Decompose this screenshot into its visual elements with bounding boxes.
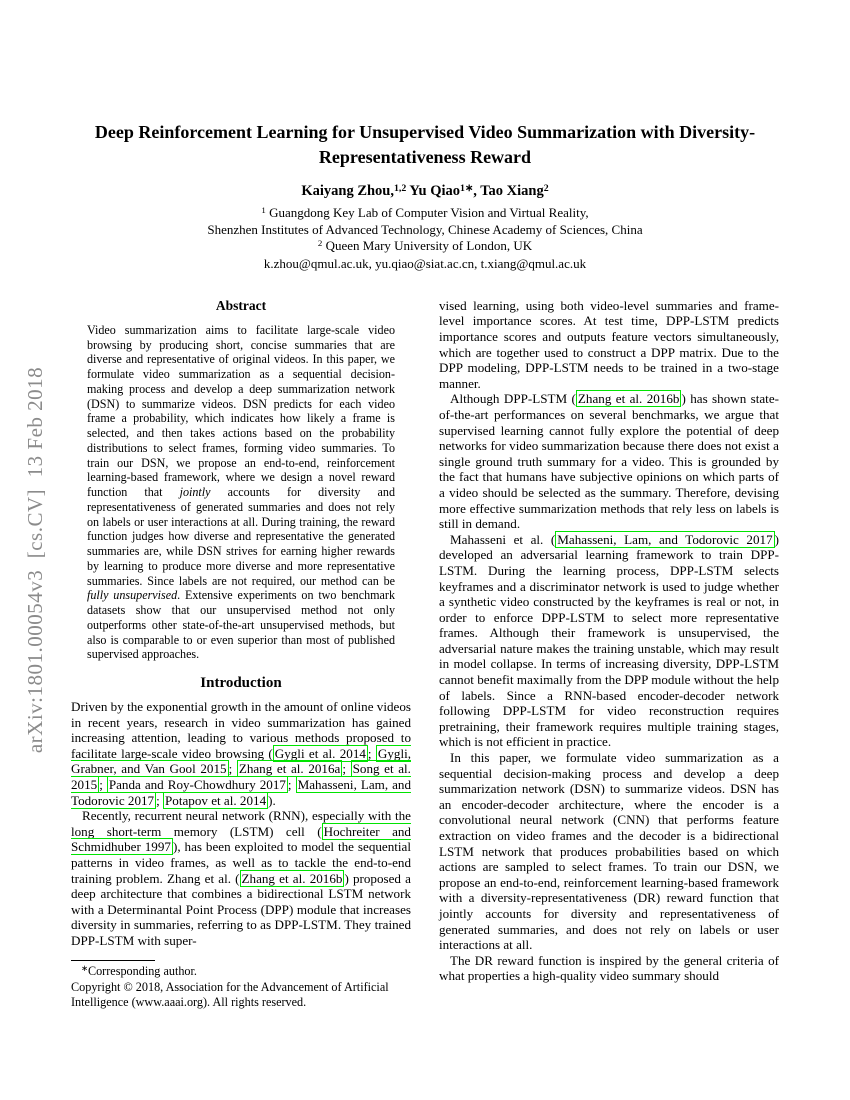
text-run: Kaiyang Zhou, (301, 183, 394, 199)
affiliation-line-1 (0, 205, 850, 222)
citation-link[interactable]: Gygli et al. 2014 (274, 745, 366, 761)
text-run: Mahasseni et al. ( (450, 531, 556, 547)
superscript: 2 (543, 182, 549, 194)
citation-link[interactable]: Mahasseni, Lam, and Todorovic 2017 (557, 531, 773, 547)
two-column-body (0, 298, 850, 1010)
text-run: Shenzhen Institutes of Advanced Technology, Chinese Academy of Sciences, China (207, 222, 643, 238)
text-run: ; (228, 761, 237, 777)
text-run: ). (268, 792, 276, 808)
text-run: ) proposed a deep architecture that combines a bidirectional LSTM network with a Determinantal Point Process (DPP) module that increases diversity in summaries, referring to as DPP-LSTM. They trained DPP-LSTM with super- (71, 870, 411, 948)
text-run: Copyright © 2018, Association for the Advancement of Artificial Intelligence (www.aaai.org). All rights reserved. (71, 979, 389, 1009)
emails-line (0, 256, 850, 272)
text-run: ), has been exploited to model the sequential patterns in video frames, as well as to tackle the end-to-end training problem. Zhang et al. ( (71, 839, 411, 886)
text-run: ; (156, 792, 164, 808)
abstract-heading: Abstract (215, 297, 267, 313)
footnote-corresponding-author (71, 964, 411, 980)
text-run: , Tao Xiang (473, 183, 544, 199)
text-run: ) developed an adversarial learning framework to train DPP-LSTM. During the learning process, DPP-LSTM selects keyframes and a discriminator network is used to judge whether a synthetic video constructed by the keyframes is real or not, in order to enforce DPP-LSTM to select more representative frames. Although their framework is unsupervised, the adversarial nature makes the training unstable, which may result in model collapse. In terms of increasing diversity, DPP-LSTM cannot benefit maximally from the DPP module without the help of labels. Since a RNN-based encoder-decoder network following DPP-LSTM for video reconstruction requires pretraining, their framework requires multiple training stages, which is not efficient in practice. (439, 531, 779, 750)
citation-link[interactable]: Mahasseni, Lam, and Todorovic 2017 (71, 777, 411, 808)
superscript: 2 (317, 238, 323, 249)
affiliation-line-3 (0, 238, 850, 255)
text-run: accounts for diversity and representativeness of generated summaries and does not rely on labels or user interactions at all. During training, the reward function judges how diverse and representative the generated summaries are, while DSN strives for earning higher rewards by learning to produce more diverse and more representative summaries. Since labels are not required, our method can be (87, 485, 395, 588)
text-run: fully unsupervised (87, 588, 178, 603)
introduction-heading: Introduction (200, 675, 282, 692)
intro-paragraph-2 (71, 808, 411, 948)
text-run: Corresponding author. (87, 963, 197, 978)
citation-link[interactable]: Zhang et al. 2016a (238, 761, 341, 777)
text-run: Recently, recurrent neural network (RNN), especially with the long short-term memory (LSTM) cell ( (71, 808, 411, 839)
text-run: In this paper, we formulate video summarization as a sequential decision-making process and develop a deep summarization network (DSN) to summarize videos. DSN has an encoder-decoder architecture, where the encoder is a convolutional neural network (CNN) that performs feature extraction on video frames and the decoder is a bidirectional LSTM network that produces probabilities based on which actions are sampled to select frames. To train our DSN, we propose an end-to-end, reinforcement learning-based framework with a diversity-representativeness (DR) reward function that jointly accounts for diversity and representativeness of generated summaries, and does not rely on labels or user interactions at all. (439, 750, 779, 953)
right-paragraph-4 (439, 750, 779, 953)
authors-line (0, 183, 850, 200)
superscript: 1 (261, 205, 266, 216)
text-run: Yu Qiao (406, 183, 461, 199)
text-run: Driven by the exponential growth in the amount of online videos in recent years, research in video summarization has gained increasing attention, leading to various methods proposed to facilitate large-scale video browsing ( (71, 699, 411, 761)
citation-link[interactable]: Panda and Roy-Chowdhury 2017 (108, 777, 286, 793)
citation-link[interactable]: Zhang et al. 2016b (241, 870, 343, 886)
text-run: k.zhou@qmul.ac.uk, yu.qiao@siat.ac.cn, t.xiang@qmul.ac.uk (263, 255, 587, 271)
citation-link[interactable]: Gygli, Grabner, and Van Gool 2015 (71, 745, 411, 777)
paper-title: Deep Reinforcement Learning for Unsupervised Video Summarization with Diversity-Representativeness Reward (94, 122, 756, 167)
citation-link[interactable]: Hochreiter and Schmidhuber 1997 (71, 823, 411, 855)
text-run: Video summarization aims to facilitate large-scale video browsing by producing short, concise summaries that are diverse and representative of original videos. In this paper, we formulate video summarization as a sequential decision-making process and develop a deep summarization network (DSN) to summarize videos. DSN predicts for each video frame a probability, which indicates how likely a frame is selected, and then takes actions based on the probability distributions to select frames, forming video summaries. To train our DSN, we propose an end-to-end, reinforcement learning-based framework, where we design a novel reward function that (87, 322, 395, 500)
superscript: ∗ (81, 963, 88, 973)
text-run: Although DPP-LSTM ( (450, 391, 576, 407)
right-paragraph-5 (439, 953, 779, 984)
text-run: . Extensive experiments on two benchmark datasets show that our unsupervised method not only outperforms other state-of-the-art unsupervised methods, but also is comparable to or even superior than most of published supervised approaches. (87, 588, 395, 662)
arxiv-watermark: arXiv:1801.00054v3 [cs.CV] 13 Feb 2018 (23, 366, 47, 754)
right-paragraph-3 (439, 532, 779, 750)
affiliations-block (0, 205, 850, 272)
text-run: jointly (179, 485, 211, 500)
text-run: The DR reward function is inspired by the general criteria of what properties a high-quality video summary should (439, 952, 779, 984)
citation-link[interactable]: Song et al. 2015 (71, 761, 411, 793)
abstract-text (87, 323, 395, 662)
superscript: 1∗ (460, 182, 474, 194)
footnote-rule (71, 960, 155, 961)
text-run: ; (287, 777, 296, 793)
text-run: ) has shown state-of-the-art performances on several benchmarks, we argue that supervised learning cannot fully explore the potential of deep networks for video summarization because there does not exist a single ground truth summary for a video. This is grounded by the fact that humans have subjective opinions on which parts of a video should be selected as the summary. Therefore, devising more effective summarization methods that rely less on labels is still in demand. (439, 391, 779, 532)
intro-paragraph-1 (71, 699, 411, 808)
text-run: ; (99, 777, 107, 793)
right-paragraph-2 (439, 391, 779, 531)
text-run: ; (367, 745, 376, 761)
text-run: ; (342, 761, 351, 777)
right-column (439, 298, 779, 1010)
text-run: vised learning, using both video-level summaries and frame-level importance scores. At test time, DPP-LSTM predicts importance scores and outputs feature vectors simultaneously, which are together used to construct a DPP matrix. Due to the DPP modeling, DPP-LSTM needs to be trained in a two-stage manner. (439, 297, 779, 391)
footnote-copyright (71, 980, 411, 1010)
right-paragraph-1 (439, 298, 779, 392)
affiliation-line-2 (0, 222, 850, 238)
citation-link[interactable]: Zhang et al. 2016b (577, 391, 680, 407)
text-run: Queen Mary University of London, UK (322, 238, 533, 254)
citation-link[interactable]: Potapov et al. 2014 (165, 792, 267, 808)
left-column (71, 298, 411, 1010)
superscript: 1,2 (394, 182, 407, 194)
footnote-block (71, 960, 411, 1011)
text-run: Guangdong Key Lab of Computer Vision and Virtual Reality, (265, 205, 589, 220)
